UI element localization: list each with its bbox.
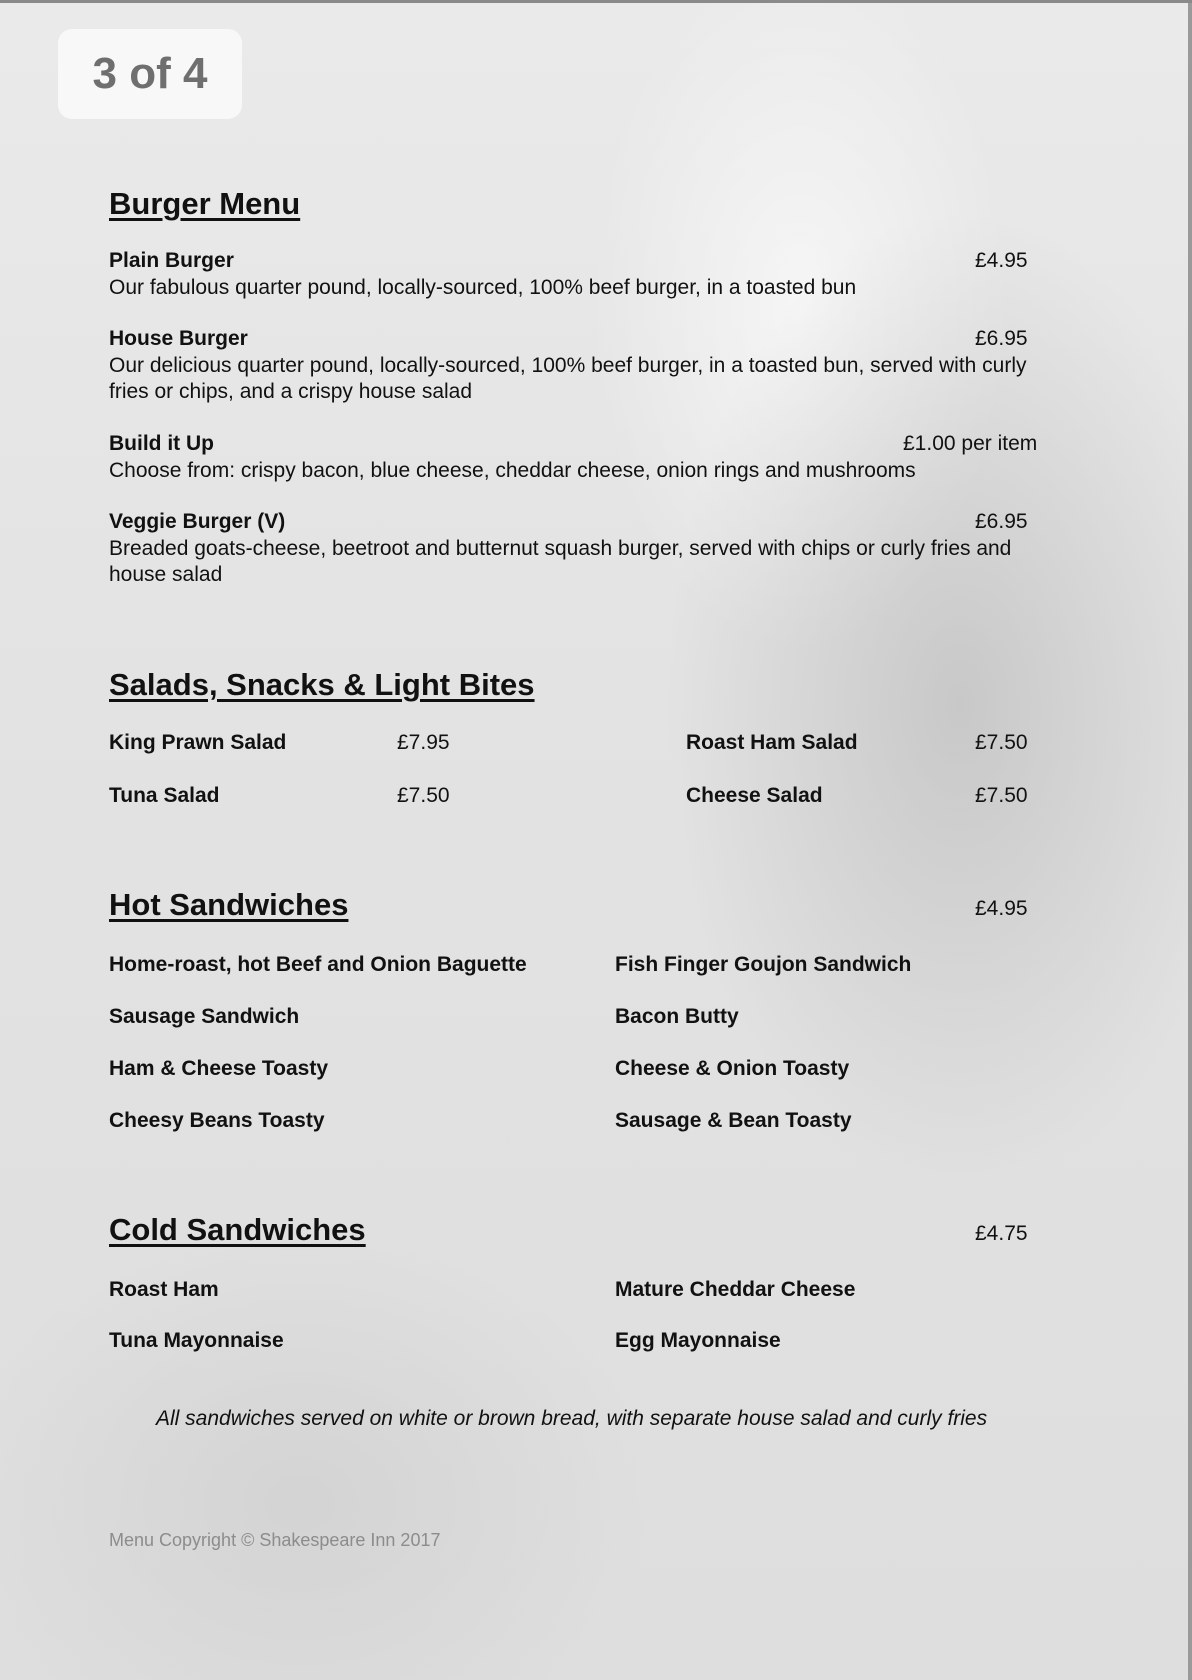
menu-item-name: Plain Burger: [109, 249, 234, 272]
sandwich-item: Cheese & Onion Toasty: [615, 1057, 850, 1080]
hot-sandwiches-heading: Hot Sandwiches: [109, 887, 349, 922]
menu-item-price: £6.95: [975, 510, 1028, 533]
salad-item-price: £7.95: [397, 731, 450, 754]
menu-item-description: Our fabulous quarter pound, locally-sourced, 100% beef burger, in a toasted bun: [109, 276, 857, 299]
cold-sandwiches-price: £4.75: [975, 1222, 1028, 1245]
menu-item-description: Our delicious quarter pound, locally-sourced, 100% beef burger, in a toasted bun, served with curly fries or chips, and a crispy house salad: [109, 354, 1027, 403]
salad-item-name: King Prawn Salad: [109, 731, 287, 754]
sandwich-item: Roast Ham: [109, 1278, 219, 1301]
page-indicator: 3 of 4: [58, 29, 242, 119]
menu-item-price: £1.00 per item: [903, 432, 1038, 455]
burger-heading: Burger Menu: [109, 186, 301, 221]
sandwich-item: Cheesy Beans Toasty: [109, 1109, 325, 1132]
sandwich-item: Tuna Mayonnaise: [109, 1329, 284, 1352]
salads-heading: Salads, Snacks & Light Bites: [109, 667, 535, 702]
salad-item-price: £7.50: [975, 731, 1028, 754]
sandwich-item: Fish Finger Goujon Sandwich: [615, 953, 912, 976]
sandwich-note: All sandwiches served on white or brown bread, with separate house salad and curly fries: [156, 1407, 988, 1430]
menu-item-name: House Burger: [109, 327, 248, 350]
menu-item-description: Choose from: crispy bacon, blue cheese, cheddar cheese, onion rings and mushrooms: [109, 459, 916, 482]
sandwich-item: Home-roast, hot Beef and Onion Baguette: [109, 953, 527, 976]
salad-item-price: £7.50: [975, 784, 1028, 807]
sandwich-item: Sausage & Bean Toasty: [615, 1109, 852, 1132]
sandwich-item: Sausage Sandwich: [109, 1005, 300, 1028]
salad-item-name: Cheese Salad: [686, 784, 823, 807]
hot-sandwiches-price: £4.95: [975, 897, 1028, 920]
cold-sandwiches-heading: Cold Sandwiches: [109, 1212, 366, 1247]
sandwich-item: Ham & Cheese Toasty: [109, 1057, 329, 1080]
salad-item-name: Roast Ham Salad: [686, 731, 858, 754]
sandwich-item: Bacon Butty: [615, 1005, 739, 1028]
salad-item-price: £7.50: [397, 784, 450, 807]
sandwich-item: Mature Cheddar Cheese: [615, 1278, 856, 1301]
menu-item-name: Veggie Burger (V): [109, 510, 286, 533]
menu-item-name: Build it Up: [109, 432, 214, 455]
sandwich-item: Egg Mayonnaise: [615, 1329, 781, 1352]
salad-item-name: Tuna Salad: [109, 784, 220, 807]
menu-item-price: £4.95: [975, 249, 1028, 272]
menu-item-description: Breaded goats-cheese, beetroot and butternut squash burger, served with chips or curly fries and house salad: [109, 537, 1012, 586]
menu-item-price: £6.95: [975, 327, 1028, 350]
copyright: Menu Copyright © Shakespeare Inn 2017: [109, 1530, 441, 1550]
